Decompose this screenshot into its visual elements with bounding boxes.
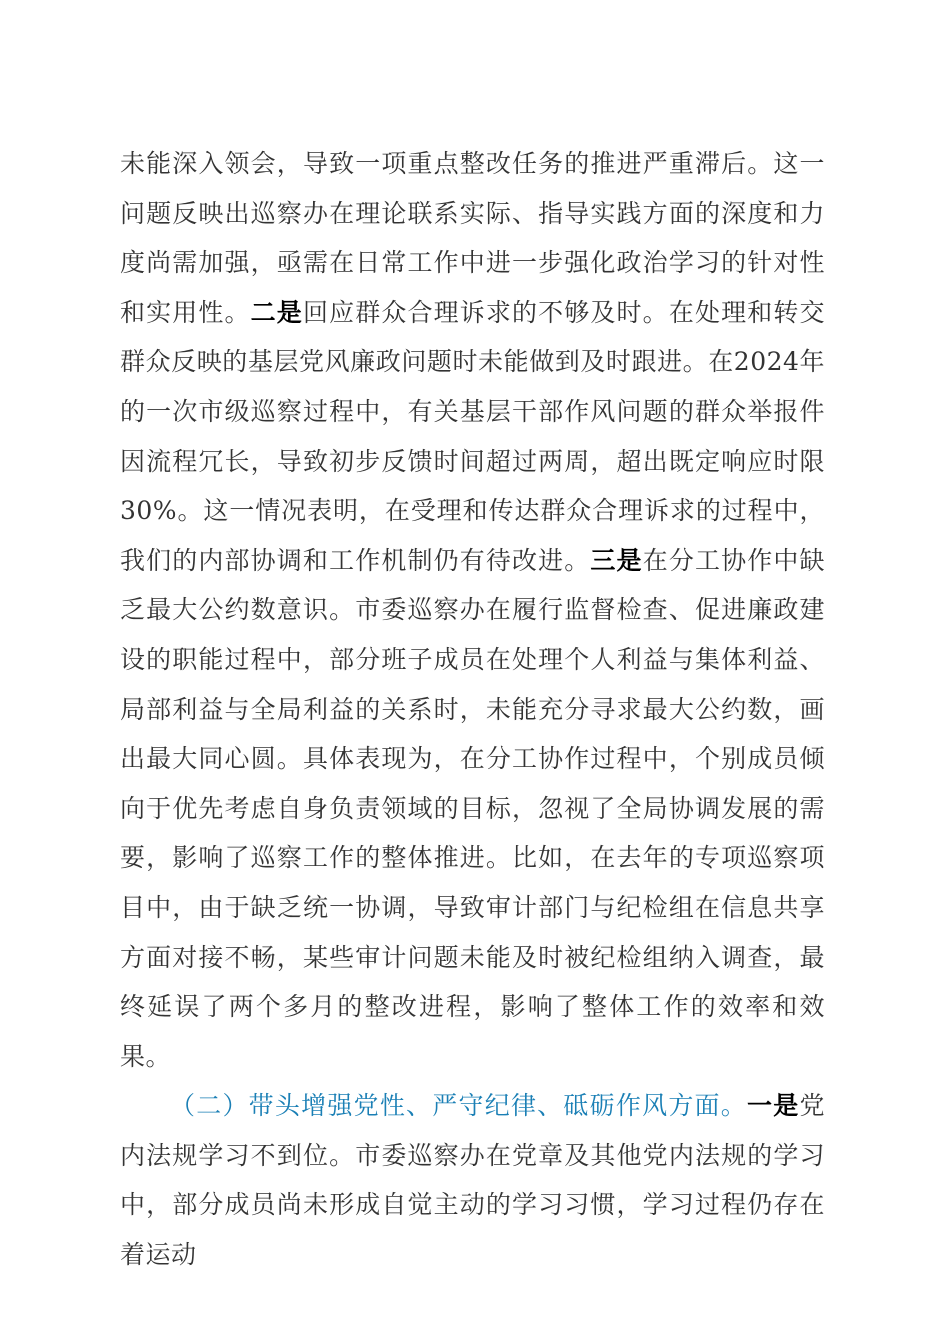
point-marker-two: 二是 xyxy=(250,297,303,327)
paragraph-1-text-2: 回应群众合理诉求的不够及时。在处理和转交群众反映的基层党风廉政问题时未能做到及时跟进。在2024年的一次市级巡察过程中，有关基层干部作风问题的群众举报件因流程冗长，导致初步反馈时间超过两周，超出既定响应时限30%。这一情况表明，在受理和传达群众合理诉求的过程中，我们的内部协调和工作机制仍有待改进。 xyxy=(120,297,825,575)
paragraph-2 xyxy=(120,1081,825,1279)
paragraph-1-text-3: 在分工协作中缺乏最大公约数意识。市委巡察办在履行监督检查、促进廉政建设的职能过程中，部分班子成员在处理个人利益与集体利益、局部利益与全局利益的关系时，未能充分寻求最大公约数，画出最大同心圆。具体表现为，在分工协作过程中，个别成员倾向于优先考虑自身负责领域的目标，忽视了全局协调发展的需要，影响了巡察工作的整体推进。比如，在去年的专项巡察项目中，由于缺乏统一协调，导致审计部门与纪检组在信息共享方面对接不畅，某些审计问题未能及时被纪检组纳入调查，最终延误了两个多月的整改进程，影响了整体工作的效率和效果。 xyxy=(120,545,825,1071)
paragraph-1-text-1: 未能深入领会，导致一项重点整改任务的推进严重滞后。这一问题反映出巡察办在理论联系实际、指导实践方面的深度和力度尚需加强，亟需在日常工作中进一步强化政治学习的针对性和实用性。 xyxy=(120,149,825,327)
point-marker-one: 一是 xyxy=(747,1091,800,1121)
paragraph-1 xyxy=(120,139,825,1081)
section-heading: （二）带头增强党性、严守纪律、砥砺作风方面。 xyxy=(170,1091,748,1121)
paragraph-2-text: 党内法规学习不到位。市委巡察办在党章及其他党内法规的学习中，部分成员尚未形成自觉主动的学习习惯，学习过程仍存在着运动 xyxy=(120,1091,825,1270)
point-marker-three: 三是 xyxy=(590,545,643,575)
